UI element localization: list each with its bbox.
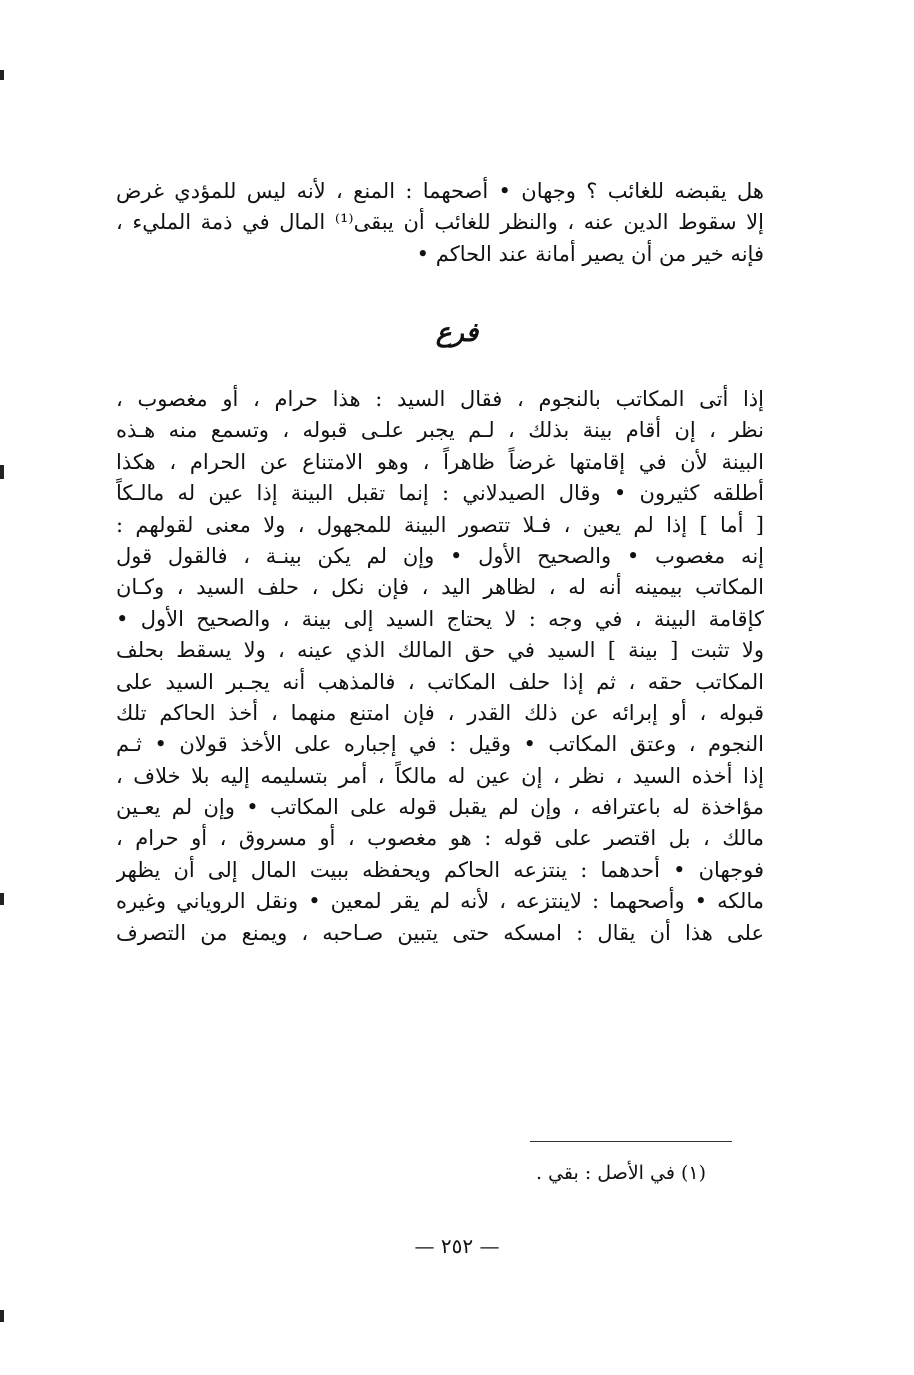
scan-edge-mark	[0, 70, 4, 80]
scan-edge-mark	[0, 893, 4, 905]
text-line: مؤاخذة له باعترافه ، وإن لم يقبل قوله على المكاتب • وإن لم يعـين	[116, 795, 764, 820]
text-line: المكاتب حقه ، ثم إذا حلف المكاتب ، فالمذهب أنه يجـبر السيد على	[116, 669, 764, 694]
text-line: [ أما ] إذا لم يعين ، فـلا تتصور البينة للمجهول ، ولا معنى لقولهم :	[116, 512, 764, 537]
text-line: النجوم ، وعتق المكاتب • وقيل : في إجباره على الأخذ قولان • ثـم	[116, 732, 764, 757]
scan-edge-mark	[0, 465, 4, 479]
text-line: إذا أتى المكاتب بالنجوم ، فقال السيد : هذا حرام ، أو مغصوب ،	[116, 387, 764, 411]
section-heading: فرع	[435, 318, 479, 348]
page-number: — ٢٥٢ —	[414, 1234, 500, 1258]
body-text	[116, 384, 764, 949]
text-line: المكاتب بيمينه أنه له ، لظاهر اليد ، فإن نكل ، حلف السيد ، وكـان	[116, 575, 764, 600]
text-line: أطلقه كثيرون • وقال الصيدلاني : إنما تقبل البينة إذا عين له مالـكاً	[116, 481, 764, 506]
text-line: نظر ، إن أقام بينة بذلك ، لـم يجبر علـى قبوله ، وتسمع منه هـذه	[116, 418, 764, 443]
text-line: كإقامة البينة ، في وجه : لا يحتاج السيد إلى بينة ، والصحيح الأول •	[116, 606, 764, 631]
text-line: البينة لأن في إقامتها غرضاً ظاهراً ، وهو الامتناع عن الحرام ، هكذا	[116, 449, 764, 474]
text-line: فإنه خير من أن يصير أمانة عند الحاكم •	[416, 241, 764, 266]
intro-paragraph	[116, 176, 764, 270]
scan-edge-mark	[0, 1310, 4, 1322]
text-line: هل يقبضه للغائب ؟ وجهان • أصحهما : المنع ، لأنه ليس للمؤدي غرض	[116, 179, 764, 203]
text-line: مالكه • وأصحهما : لاينتزعه ، لأنه لم يقر لمعين • ونقل الروياني وغيره	[116, 889, 764, 914]
text-line: إنه مغصوب • والصحيح الأول • وإن لم يكن بينـة ، فالقول قول	[116, 543, 764, 568]
text-line: ولا تثبت [ بينة ] السيد في حق المالك الذي عينه ، ولا يسقط بحلف	[116, 638, 764, 663]
text-line: إذا أخذه السيد ، نظر ، إن عين له مالكاً ، أمر بتسليمه إليه بلا خلاف ،	[116, 763, 764, 788]
text-line: مالك ، بل اقتصر على قوله : هو مغصوب ، أو مسروق ، أو حرام ،	[116, 826, 764, 851]
text-line: قبوله ، أو إبرائه عن ذلك القدر ، فإن امتنع منهما ، أخذ الحاكم تلك	[116, 700, 764, 725]
body-paragraph	[116, 384, 764, 949]
footnote-separator	[530, 1141, 732, 1142]
text-line: على هذا أن يقال : امسكه حتى يتبين صـاحبه ، ويمنع من التصرف	[116, 920, 764, 945]
text-line: إلا سقوط الدين عنه ، والنظر للغائب أن يبقى⁽¹⁾ المال في ذمة المليء ،	[116, 210, 764, 235]
intro-text	[116, 176, 764, 270]
text-line: فوجهان • أحدهما : ينتزعه الحاكم ويحفظه ببيت المال إلى أن يظهر	[116, 857, 764, 882]
footnote: (١) في الأصل : بقي .	[536, 1162, 706, 1184]
